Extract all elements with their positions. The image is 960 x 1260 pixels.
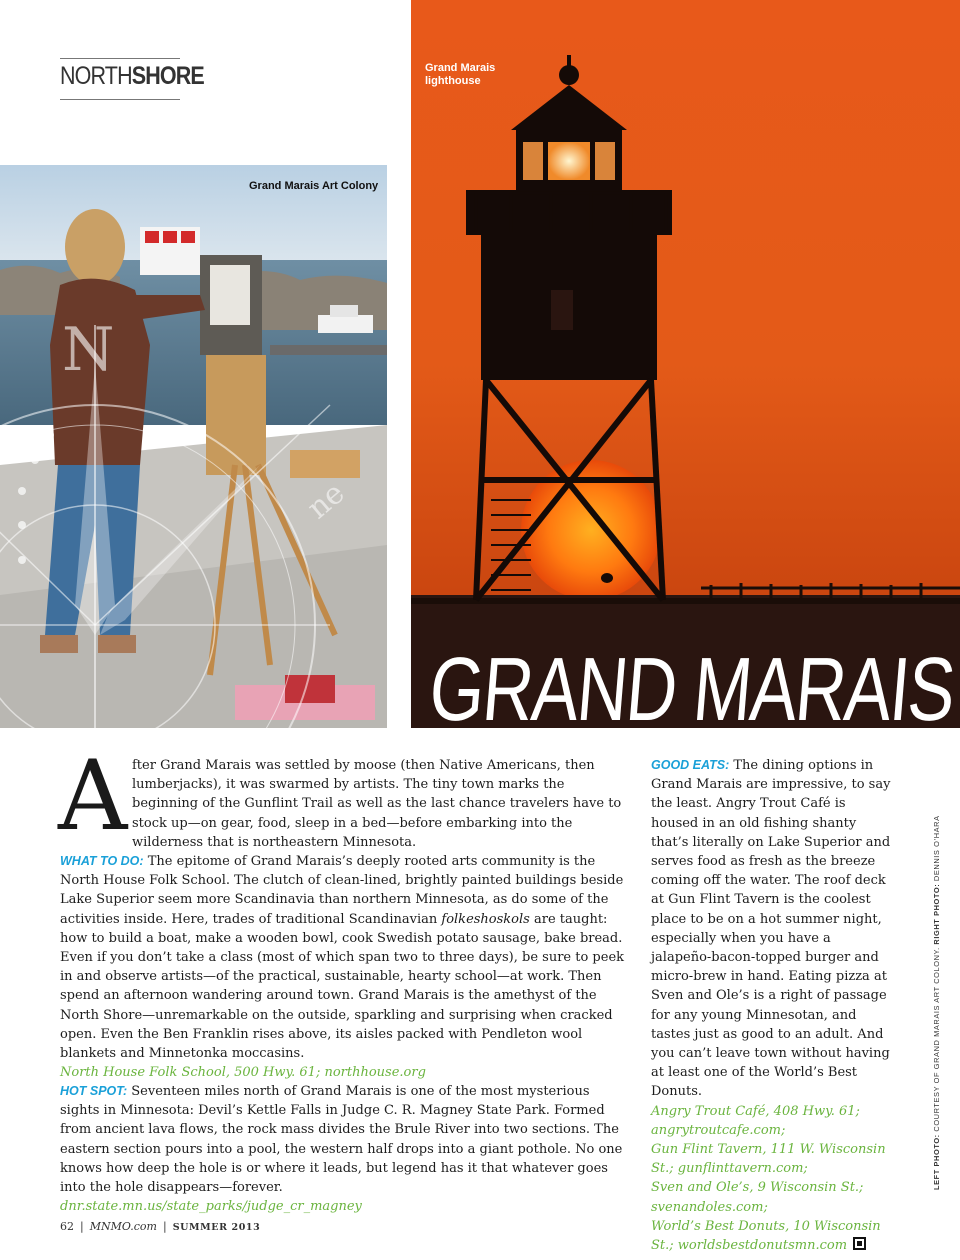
page-footer bbox=[60, 1220, 260, 1233]
left-photo-caption: Grand Marais Art Colony bbox=[249, 180, 379, 192]
photo-credit bbox=[932, 815, 941, 1190]
hot-spot-kicker: HOT SPOT: bbox=[60, 1084, 128, 1098]
hot-spot-section bbox=[60, 1082, 626, 1216]
section-rule-top bbox=[60, 58, 180, 59]
credit-right-label: RIGHT PHOTO: bbox=[932, 883, 941, 945]
article-title: GRAND MARAIS bbox=[425, 640, 958, 740]
section-label-light: NORTH bbox=[60, 62, 132, 90]
good-eats-kicker: GOOD EATS: bbox=[651, 758, 730, 772]
publication-name: MNMO.com bbox=[89, 1220, 157, 1233]
credit-left-text: COURTESY OF GRAND MARAIS ART COLONY. bbox=[932, 947, 941, 1132]
footer-separator: | bbox=[80, 1220, 84, 1233]
drop-cap: A bbox=[58, 740, 128, 852]
right-photo-caption: Grand Marais lighthouse bbox=[425, 62, 496, 87]
credit-right-text: DENNIS O’HARA bbox=[932, 815, 941, 882]
section-label bbox=[60, 62, 204, 91]
what-to-do-info: North House Folk School, 500 Hwy. 61; northhouse.org bbox=[60, 1065, 426, 1081]
what-to-do-text-2: are taught: how to build a boat, make a wooden bowl, cook Swedish potato sausage, bake bread. Even if you don’t take a class (most of which span two to three days), be sure to peek in and observe artists—of the practical, sustainable, hearty school—at work. Then spend an afternoon wandering around town. Grand Marais is the amethyst of the North Shore—unremarkable on the outside, sparkling and surprising when cracked open. Even the Ben Franklin rises above, its aisles packed with Pendleton wool blankets and Minnetonka moccasins. bbox=[60, 911, 625, 1062]
compass-letter-n: N bbox=[62, 315, 115, 385]
good-eats-info-4-text: World’s Best Donuts, 10 Wisconsin St.; worldsbestdonutsmn.com bbox=[651, 1218, 881, 1254]
good-eats-info-2: Gun Flint Tavern, 111 W. Wisconsin St.; gunflinttavern.com; bbox=[651, 1142, 886, 1177]
footer-separator: | bbox=[162, 1220, 167, 1233]
good-eats-info-4 bbox=[651, 1217, 891, 1255]
good-eats-text: The dining options in Grand Marais are impressive, to say the least. Angry Trout Café is housed in an old fishing shanty that’s literally on Lake Superior and serves food as fresh as the breeze coming off the water. The roof deck at Gun Flint Tavern is the coolest place to be on a hot summer night, especially when you have a jalapeño-bacon-topped burger and micro-brew in hand. Eating pizza at Sven and Ole’s is a right of passage for any young Minnesotan, and tastes just as good to an adult. And you can’t leave town without having at least one of the World’s Best Donuts. bbox=[651, 758, 891, 1100]
page-number: 62 bbox=[60, 1220, 74, 1233]
art-colony-photo bbox=[0, 165, 387, 728]
lighthouse-photo bbox=[411, 0, 960, 728]
section-rule-bottom bbox=[60, 99, 180, 100]
section-label-bold: SHORE bbox=[131, 62, 204, 90]
hot-spot-info: dnr.state.mn.us/state_parks/judge_cr_magney bbox=[60, 1199, 362, 1215]
credit-left-label: LEFT PHOTO: bbox=[932, 1134, 941, 1190]
what-to-do-text-1: The epitome of Grand Marais’s deeply rooted arts community is the North House Folk School. The clutch of clean-lined, brightly painted buildings beside Lake Superior seem more Scandinavia than northern Minnesota, as do some of the activities inside. Here, trades of traditional Scandinavian bbox=[60, 854, 624, 927]
compass-letter-ne: ne bbox=[300, 475, 352, 527]
what-to-do-kicker: WHAT TO DO: bbox=[60, 854, 144, 868]
what-to-do-section bbox=[60, 852, 626, 1082]
intro-paragraph: fter Grand Marais was settled by moose (then Native Americans, then lumberjacks), it was swarmed by artists. The tiny town marks the beginning of the Gunflint Trail as well as the last chance travelers have to stock up—on gear, food, sleep in a bed—before embarking into the wilderness that is northeastern Minnesota. bbox=[132, 758, 622, 850]
good-eats-section bbox=[651, 756, 891, 1255]
end-mark-icon bbox=[853, 1237, 866, 1250]
good-eats-info-3: Sven and Ole’s, 9 Wisconsin St.; svenandoles.com; bbox=[651, 1180, 864, 1215]
what-to-do-italic-term: folkeshoskols bbox=[441, 911, 530, 927]
good-eats-info-1: Angry Trout Café, 408 Hwy. 61; angrytroutcafe.com; bbox=[651, 1103, 860, 1138]
issue-date: SUMMER 2013 bbox=[172, 1222, 261, 1233]
hot-spot-text: Seventeen miles north of Grand Marais is one of the most mysterious sights in Minnesota: Devil’s Kettle Falls in Judge C. R. Magney State Park. Formed from ancient lava flows, the rock mass divides the Brule River into two sections. The eastern section pours into a pool, the western half drops into a giant pothole. No one knows how deep the hole is or where it leads, but legend has it that whatever goes into the hole disappears—forever. bbox=[60, 1084, 623, 1196]
